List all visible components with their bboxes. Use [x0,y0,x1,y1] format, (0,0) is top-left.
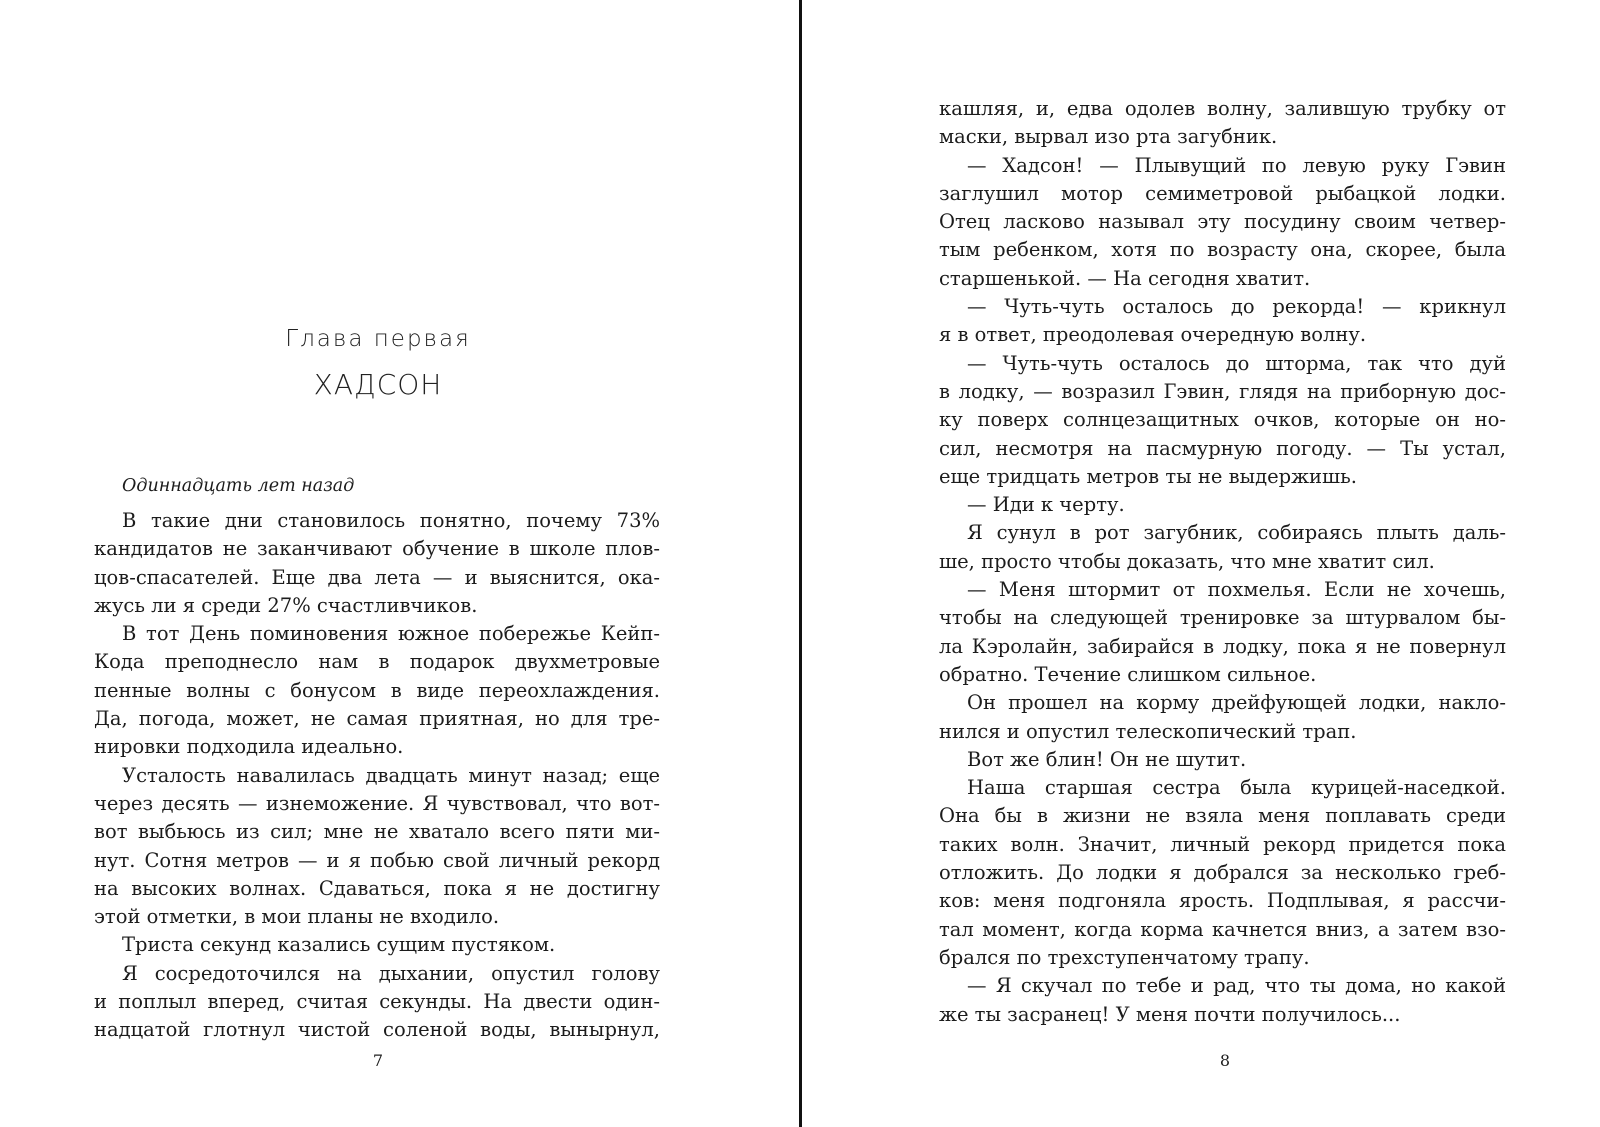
text-line: Я сунул в рот загубник, собираясь плыть даль- [967,521,1506,545]
text-line: ла Кэролайн, забирайся в лодку, пока я не повернул [939,634,1506,658]
text-line: заглушил мотор семиметровой рыбацкой лодки. [939,181,1506,205]
page-number-right: 8 [1219,1051,1231,1070]
text-line: жусь ли я среди 27% счастливчиков. [94,593,478,617]
left-page-text [94,507,660,1045]
text-line: Вот же блин! Он не шутит. [967,747,1247,771]
text-line: Наша старшая сестра была курицей-наседкой. [967,776,1506,800]
text-line: и поплыл вперед, считая секунды. На двести один- [94,990,660,1014]
text-line: пенные волны с бонусом в виде переохлаждения. [94,678,660,702]
text-line: — Чуть-чуть осталось до рекорда! — крикнул [967,295,1506,319]
chapter-label: Глава первая [285,326,471,352]
text-line: Триста секунд казались сущим пустяком. [122,933,556,957]
text-line: ков: меня подгоняла ярость. Подплывая, я рассчи- [939,889,1506,913]
text-line: нировки подходила идеально. [94,735,404,759]
text-line: я в ответ, преодолевая очередную волну. [939,323,1367,347]
text-line: таких волн. Значит, личный рекорд придется пока [939,832,1506,856]
page-number-left: 7 [372,1051,384,1070]
epigraph: Одиннадцать лет назад [122,476,355,496]
right-page-text [939,95,1506,1029]
text-line: сил, несмотря на пасмурную погоду. — Ты устал, [939,436,1506,460]
text-line: — Чуть-чуть осталось до шторма, так что дуй [967,351,1506,375]
chapter-title: ХАДСОН [313,368,443,401]
text-line: этой отметки, в мои планы не входило. [94,905,500,929]
text-line: брался по трехступенчатому трапу. [939,945,1310,969]
text-line: чтобы на следующей тренировке за штурвалом бы- [939,606,1506,630]
text-line: Кода преподнесло нам в подарок двухметровые [94,650,660,674]
text-line: кандидатов не заканчивают обучение в школе плов- [94,537,660,561]
text-line: — Хадсон! — Плывущий по левую руку Гэвин [967,153,1506,177]
text-line: цов-спасателей. Еще два лета — и выяснится, ока- [94,565,660,589]
text-line: вот выбьюсь из сил; мне не хватало всего пяти ми- [94,820,660,844]
text-line: — Я скучал по тебе и рад, что ты дома, но какой [967,974,1506,998]
text-line: обратно. Течение слишком сильное. [939,662,1317,686]
text-line: Он прошел на корму дрейфующей лодки, накло- [967,691,1506,715]
text-line: на высоких волнах. Сдаваться, пока я не достигну [94,876,660,900]
text-line: же ты засранец! У меня почти получилось... [939,1002,1401,1026]
text-line: В такие дни становилось понятно, почему 73% [122,509,660,532]
text-line: маски, вырвал изо рта загубник. [939,125,1278,149]
text-line: в лодку, — возразил Гэвин, глядя на приборную дос- [939,379,1506,403]
text-line: Усталость навалилась двадцать минут назад; еще [122,763,660,787]
text-line: ку поверх солнцезащитных очков, которые он но- [939,408,1506,432]
text-line: через десять — изнеможение. Я чувствовал, что вот- [94,791,660,815]
text-line: тым ребенком, хотя по возрасту она, скорее, была [939,238,1506,262]
text-line: старшенькой. — На сегодня хватит. [939,266,1311,290]
left-page [0,0,799,1127]
text-line: Я сосредоточился на дыхании, опустил голову [122,961,660,985]
text-line: ше, просто чтобы доказать, что мне хватит сил. [939,549,1435,573]
text-line: тал момент, когда корма качнется вниз, а затем взо- [939,917,1506,941]
text-line: Она бы в жизни не взяла меня поплавать среди [939,804,1506,828]
text-line: отложить. До лодки я добрался за несколько греб- [939,861,1506,885]
right-page [802,0,1600,1127]
text-line: В тот День поминовения южное побережье Кейп- [122,622,660,646]
text-line: — Меня штормит от похмелья. Если не хочешь, [967,578,1506,602]
text-line: надцатой глотнул чистой соленой воды, вынырнул, [94,1018,660,1042]
text-line: Отец ласково называл эту посудину своим четвер- [939,210,1506,234]
text-line: еще тридцать метров ты не выдержишь. [939,464,1357,488]
text-line: Да, погода, может, не самая приятная, но для тре- [94,707,660,731]
text-line: нут. Сотня метров — и я побью свой личный рекорд [94,848,660,872]
text-line: нился и опустил телескопический трап. [939,719,1357,743]
text-line: кашляя, и, едва одолев волну, залившую трубку от [939,97,1506,120]
text-line: — Иди к черту. [967,493,1125,517]
